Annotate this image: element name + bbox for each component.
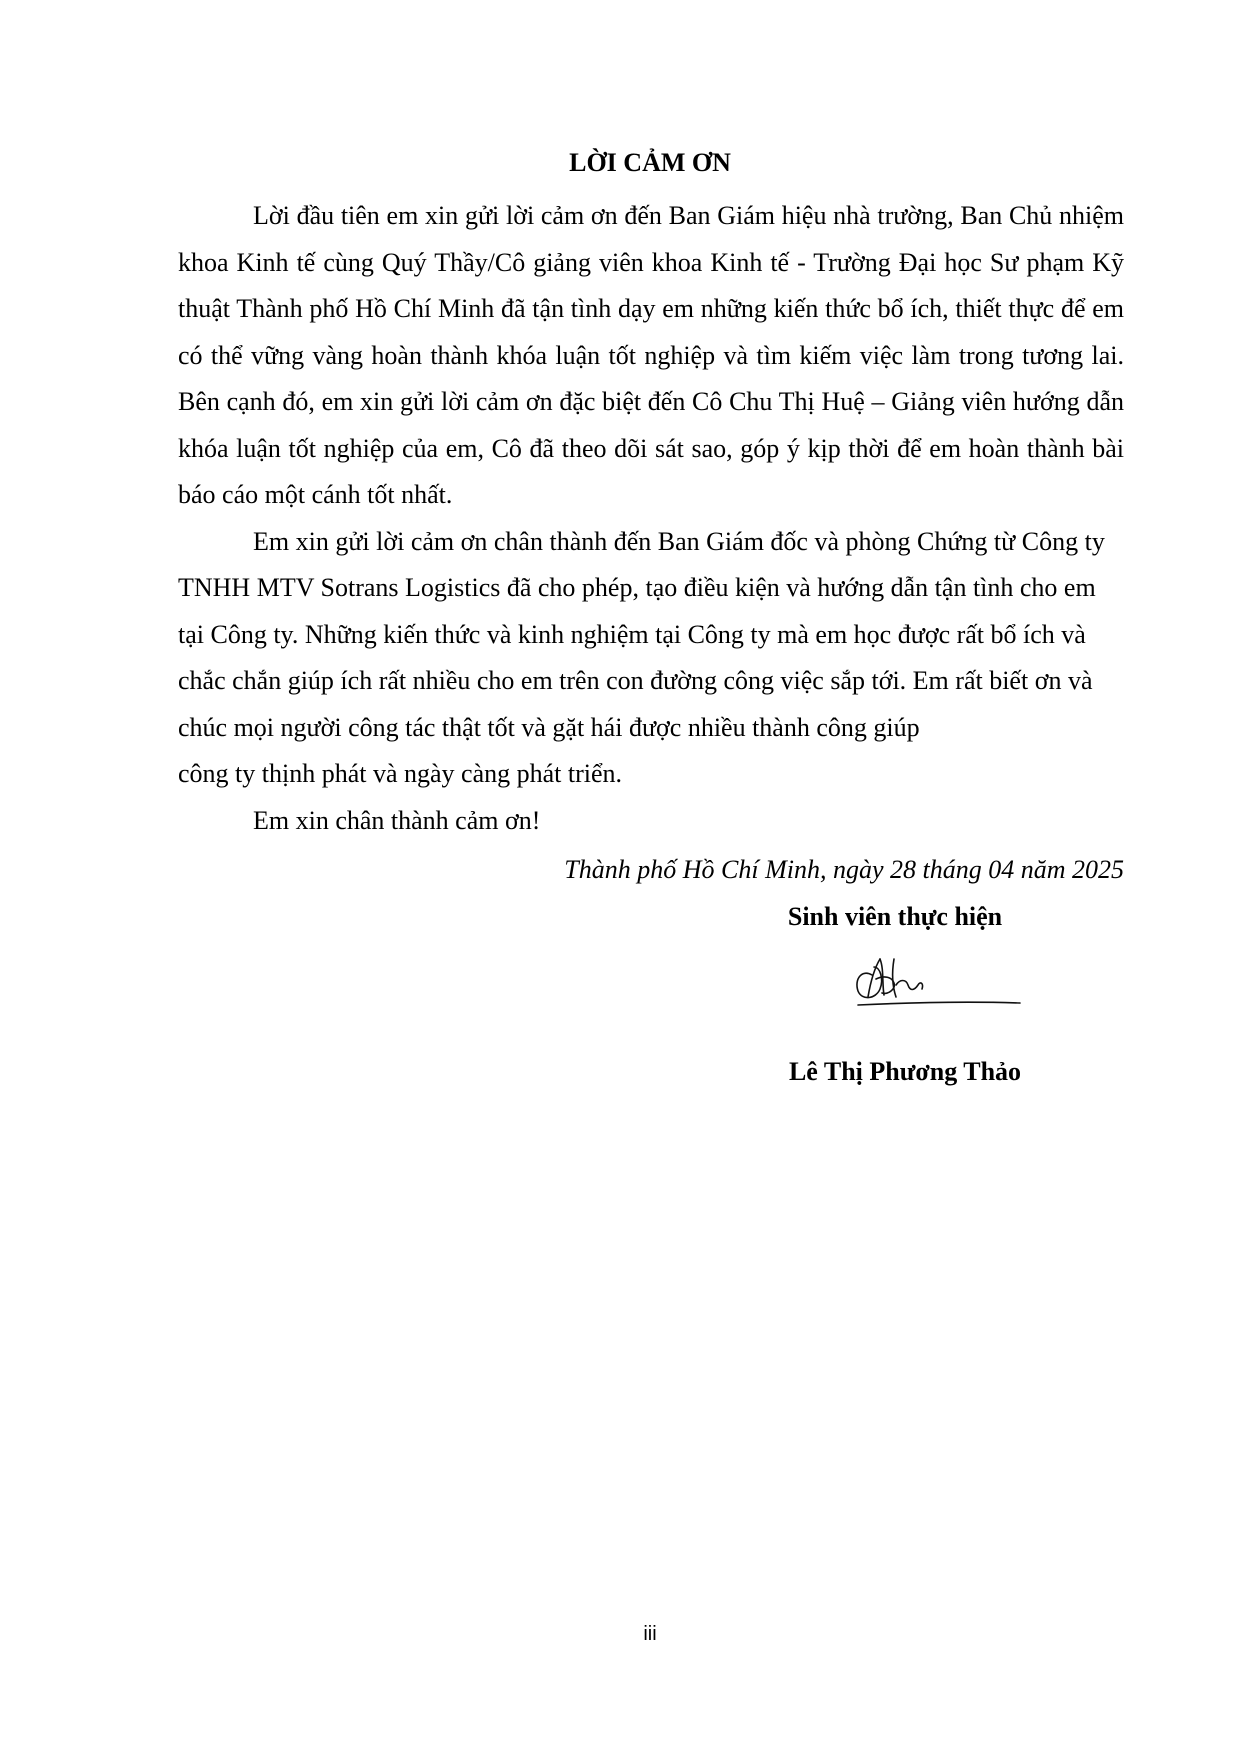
signature-image — [850, 945, 1025, 1015]
body-text — [178, 193, 1124, 844]
page-number: iii — [643, 1623, 657, 1645]
paragraph-2 — [178, 519, 1124, 798]
paragraph-2-continuation: công ty thịnh phát và ngày càng phát triển. — [178, 759, 623, 788]
page-title: LỜI CẢM ƠN — [569, 148, 731, 177]
paragraph-2-text: Em xin gửi lời cảm ơn chân thành đến Ban Giám đốc và phòng Chứng từ Công ty TNHH MTV Sotrans Logistics đã cho phép, tạo điều kiện và hướng dẫn tận tình cho em tại Công ty. Những kiến thức và kinh nghiệm tại Công ty mà em học được rất bổ ích và chắc chắn giúp ích rất nhiều cho em trên con đường công việc sắp tới. Em rất biết ơn và chúc mọi người công tác thật tốt và gặt hái được nhiều thành công giúp — [178, 526, 1105, 742]
signer-name: Lê Thị Phương Thảo — [788, 1057, 1022, 1086]
date-line: Thành phố Hồ Chí Minh, ngày 28 tháng 04 năm 2025 — [564, 855, 1124, 884]
signer-role: Sinh viên thực hiện — [787, 902, 1003, 931]
paragraph-3: Em xin chân thành cảm ơn! — [253, 805, 541, 835]
paragraph-1: Lời đầu tiên em xin gửi lời cảm ơn đến Ban Giám hiệu nhà trường, Ban Chủ nhiệm khoa Kinh tế cùng Quý Thầy/Cô giảng viên khoa Kinh tế - Trường Đại học Sư phạm Kỹ thuật Thành phố Hồ Chí Minh đã tận tình dạy em những kiến thức bổ ích, thiết thực để em có thể vững vàng hoàn thành khóa luận tốt nghiệp và tìm kiếm việc làm trong tương lai. Bên cạnh đó, em xin gửi lời cảm ơn đặc biệt đến Cô Chu Thị Huệ – Giảng viên hướng dẫn khóa luận tốt nghiệp của em, Cô đã theo dõi sát sao, góp ý kịp thời để em hoàn thành bài báo cáo một cánh tốt nhất. — [178, 201, 1124, 509]
